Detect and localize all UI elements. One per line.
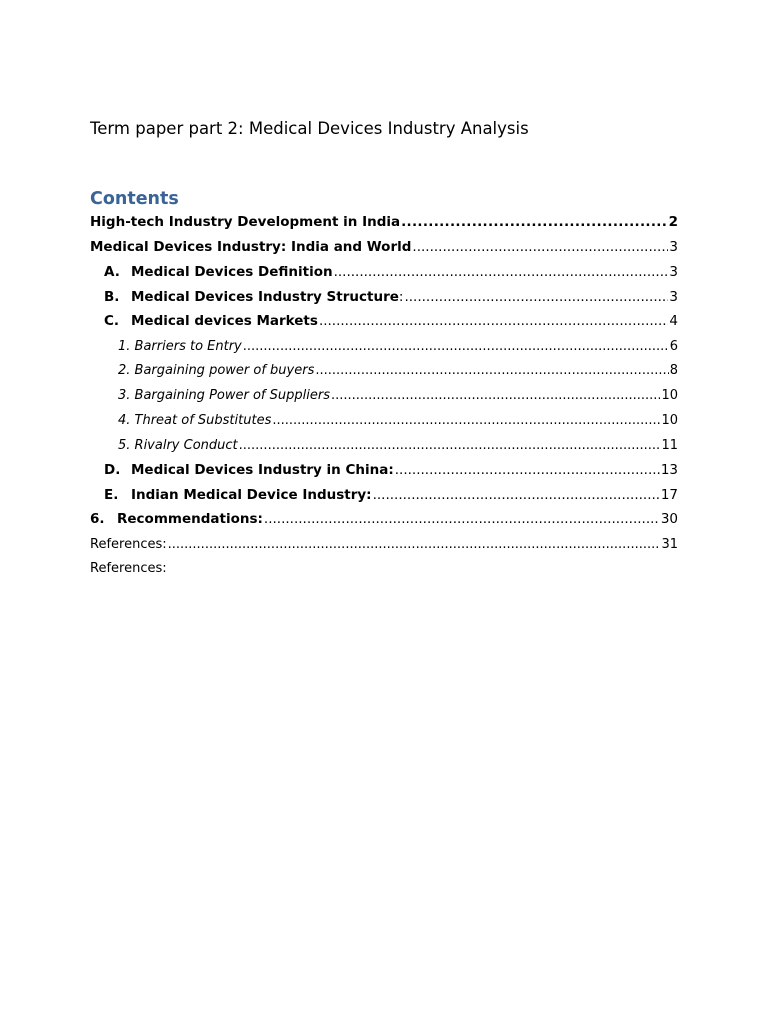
toc-page-number: 3	[669, 263, 678, 280]
toc-leader	[331, 388, 660, 403]
table-of-contents	[90, 210, 678, 581]
toc-page-number: 11	[661, 437, 678, 453]
toc-entry-label: Medical Devices Industry Structure	[131, 288, 399, 305]
toc-page-number: 4	[669, 313, 678, 330]
toc-page-number: 17	[660, 486, 678, 503]
toc-entry-label: Indian Medical Device Industry:	[131, 486, 372, 503]
toc-entry-barriers-to-entry[interactable]	[90, 334, 678, 359]
references-text: References:	[90, 561, 167, 577]
toc-entry-threat-of-substitutes[interactable]	[90, 408, 678, 433]
toc-entry-text: Medical Devices Industry: India and World	[90, 239, 412, 256]
toc-entry-text: 1. Barriers to Entry	[118, 338, 242, 354]
toc-entry-text: 5. Rivalry Conduct	[118, 437, 238, 453]
toc-entry-text	[104, 487, 372, 503]
toc-leader	[168, 537, 661, 552]
toc-entry-text: 4. Threat of Substitutes	[118, 412, 272, 428]
toc-entry-industry-in-china[interactable]	[90, 458, 678, 483]
toc-leader	[395, 462, 660, 478]
toc-entry-rivalry-conduct[interactable]	[90, 433, 678, 458]
toc-entry-text: 3. Bargaining Power of Suppliers	[118, 388, 330, 404]
toc-leader	[319, 313, 668, 329]
toc-entry-number: 6.	[90, 511, 105, 528]
toc-entry-medical-devices-definition[interactable]	[90, 260, 678, 285]
toc-leader	[272, 413, 660, 428]
toc-page-number: 13	[660, 461, 678, 478]
toc-entry-number: A.	[104, 263, 120, 280]
toc-entry-text: References:	[90, 536, 167, 552]
toc-entry-medical-devices-india-world[interactable]	[90, 235, 678, 260]
toc-page-number: 3	[669, 288, 678, 305]
toc-page-number: 3	[669, 239, 678, 256]
toc-leader	[334, 264, 669, 280]
toc-entry-medical-devices-markets[interactable]	[90, 309, 678, 334]
toc-entry-number: E.	[104, 486, 119, 503]
toc-entry-text: 2. Bargaining power of buyers	[118, 363, 315, 379]
toc-leader	[412, 239, 668, 255]
toc-entry-number: B.	[104, 288, 120, 305]
toc-entry-text: High-tech Industry Development in India	[90, 214, 401, 231]
toc-entry-number: C.	[104, 313, 120, 330]
toc-leader	[315, 363, 668, 378]
toc-entry-text	[104, 313, 318, 329]
toc-page-number: 30	[660, 511, 678, 528]
toc-entry-indian-device-industry[interactable]	[90, 482, 678, 507]
toc-entry-industry-structure[interactable]	[90, 284, 678, 309]
toc-leader	[401, 214, 667, 230]
toc-entry-bargaining-power-suppliers[interactable]	[90, 383, 678, 408]
toc-entry-high-tech-industry[interactable]	[90, 210, 678, 235]
document-title: Term paper part 2: Medical Devices Industry Analysis	[90, 119, 529, 138]
toc-page-number: 10	[661, 412, 678, 428]
references-line	[90, 557, 678, 582]
toc-entry-label: Medical devices Markets	[131, 313, 318, 330]
toc-entry-text	[104, 289, 403, 305]
toc-entry-recommendations[interactable]	[90, 507, 678, 532]
toc-leader	[243, 339, 669, 354]
toc-page-number: 8	[669, 363, 678, 379]
toc-entry-bargaining-power-buyers[interactable]	[90, 359, 678, 384]
toc-entry-text	[104, 264, 333, 280]
toc-entry-text	[104, 462, 394, 478]
toc-entry-label: Medical Devices Industry in China:	[131, 461, 394, 478]
toc-page-number: 10	[661, 388, 678, 404]
toc-leader	[373, 487, 660, 503]
toc-page-number: 2	[668, 214, 678, 231]
toc-leader	[239, 438, 661, 453]
toc-entry-text	[90, 511, 263, 527]
toc-entry-references[interactable]	[90, 532, 678, 557]
toc-entry-suffix: :	[398, 288, 404, 305]
toc-page-number: 31	[661, 536, 678, 552]
toc-leader	[404, 289, 668, 305]
toc-entry-label: Recommendations:	[117, 511, 263, 528]
toc-entry-label: Medical Devices Definition	[131, 263, 333, 280]
toc-entry-number: D.	[104, 461, 121, 478]
toc-leader	[264, 511, 660, 527]
contents-heading: Contents	[90, 189, 179, 209]
toc-page-number: 6	[669, 338, 678, 354]
